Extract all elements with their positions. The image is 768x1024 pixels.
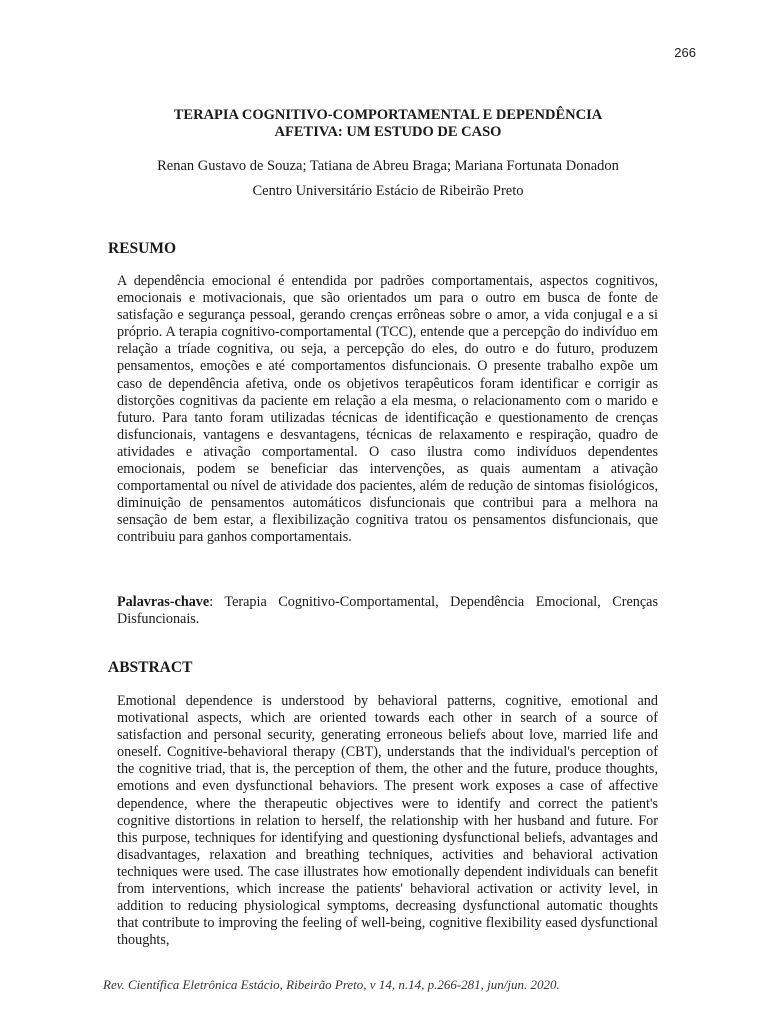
keywords-label: Palavras-chave: [117, 594, 210, 610]
journal-footer: Rev. Científica Eletrônica Estácio, Ribeirão Preto, v 14, n.14, p.266-281, jun/jun. 2020.: [103, 977, 560, 992]
paper-title: [100, 107, 676, 141]
keywords: [117, 594, 658, 628]
paper-title-line-2: AFETIVA: UM ESTUDO DE CASO: [274, 124, 502, 140]
abstract-heading: ABSTRACT: [108, 659, 193, 676]
paper-title-line-1: TERAPIA COGNITIVO-COMPORTAMENTAL E DEPENDÊNCIA: [173, 107, 603, 123]
abstract-paragraph: Emotional dependence is understood by behavioral patterns, cognitive, emotional and motivational aspects, which are oriented towards each other in search of a source of satisfaction and personal security, generating erroneous beliefs about love, married life and oneself. Cognitive-behavioral therapy (CBT), understands that the individual's perception of the cognitive triad, that is, the perception of them, the other and the future, produce thoughts, emotions and even dysfunctional behaviors. The present work exposes a case of affective dependence, where the therapeutic objectives were to identify and correct the patient's cognitive distortions in relation to herself, the relationship with her husband and future. For this purpose, techniques for identifying and questioning dysfunctional beliefs, advantages and disadvantages, relaxation and breathing techniques, activities and behavioral activation techniques were used. The case illustrates how emotionally dependent individuals can benefit from interventions, which increase the patients' behavioral activation or activity level, in addition to reducing physiological symptoms, decreasing dysfunctional automatic thoughts that contribute to improving the feeling of well-being, cognitive flexibility eased dysfunctional thoughts,: [117, 693, 658, 949]
resumo-heading: RESUMO: [108, 240, 177, 257]
keywords-text: : Terapia Cognitivo-Comportamental, Dependência Emocional, Crenças Disfuncionais.: [117, 594, 658, 628]
author-list: Renan Gustavo de Souza; Tatiana de Abreu Braga; Mariana Fortunata Donadon: [157, 158, 619, 174]
resumo-paragraph: A dependência emocional é entendida por padrões comportamentais, aspectos cognitivos, emocionais e motivacionais, que são orientados um para o outro em busca de fonte de satisfação e segurança pessoal, gerando crenças errôneas sobre o amor, a vida conjugal e a si próprio. A terapia cognitivo-comportamental (TCC), entende que a percepção do indivíduo em relação a tríade cognitiva, ou seja, a percepção do eles, do outro e do futuro, produzem pensamentos, emoções e até comportamentos disfuncionais. O presente trabalho expõe um caso de dependência afetiva, onde os objetivos terapêuticos foram identificar e corrigir as distorções cognitivas da paciente em relação a ela mesma, o relacionamento com o marido e futuro. Para tanto foram utilizadas técnicas de identificação e questionamento de crenças disfuncionais, vantagens e desvantagens, técnicas de relaxamento e respiração, quadro de atividades e ativação comportamental. O caso ilustra como indivíduos dependentes emocionais, podem se beneficiar das intervenções, as quais aumentam a ativação comportamental ou nível de atividade dos pacientes, além de redução de sintomas fisiológicos, diminuição de pensamentos automáticos disfuncionais que contribui para a melhora na sensação de bem estar, a flexibilização cognitiva tratou os pensamentos disfuncionais, que contribuiu para ganhos comportamentais.: [117, 273, 658, 546]
page-number: 266: [674, 45, 696, 60]
affiliation: Centro Universitário Estácio de Ribeirão Preto: [252, 183, 524, 199]
